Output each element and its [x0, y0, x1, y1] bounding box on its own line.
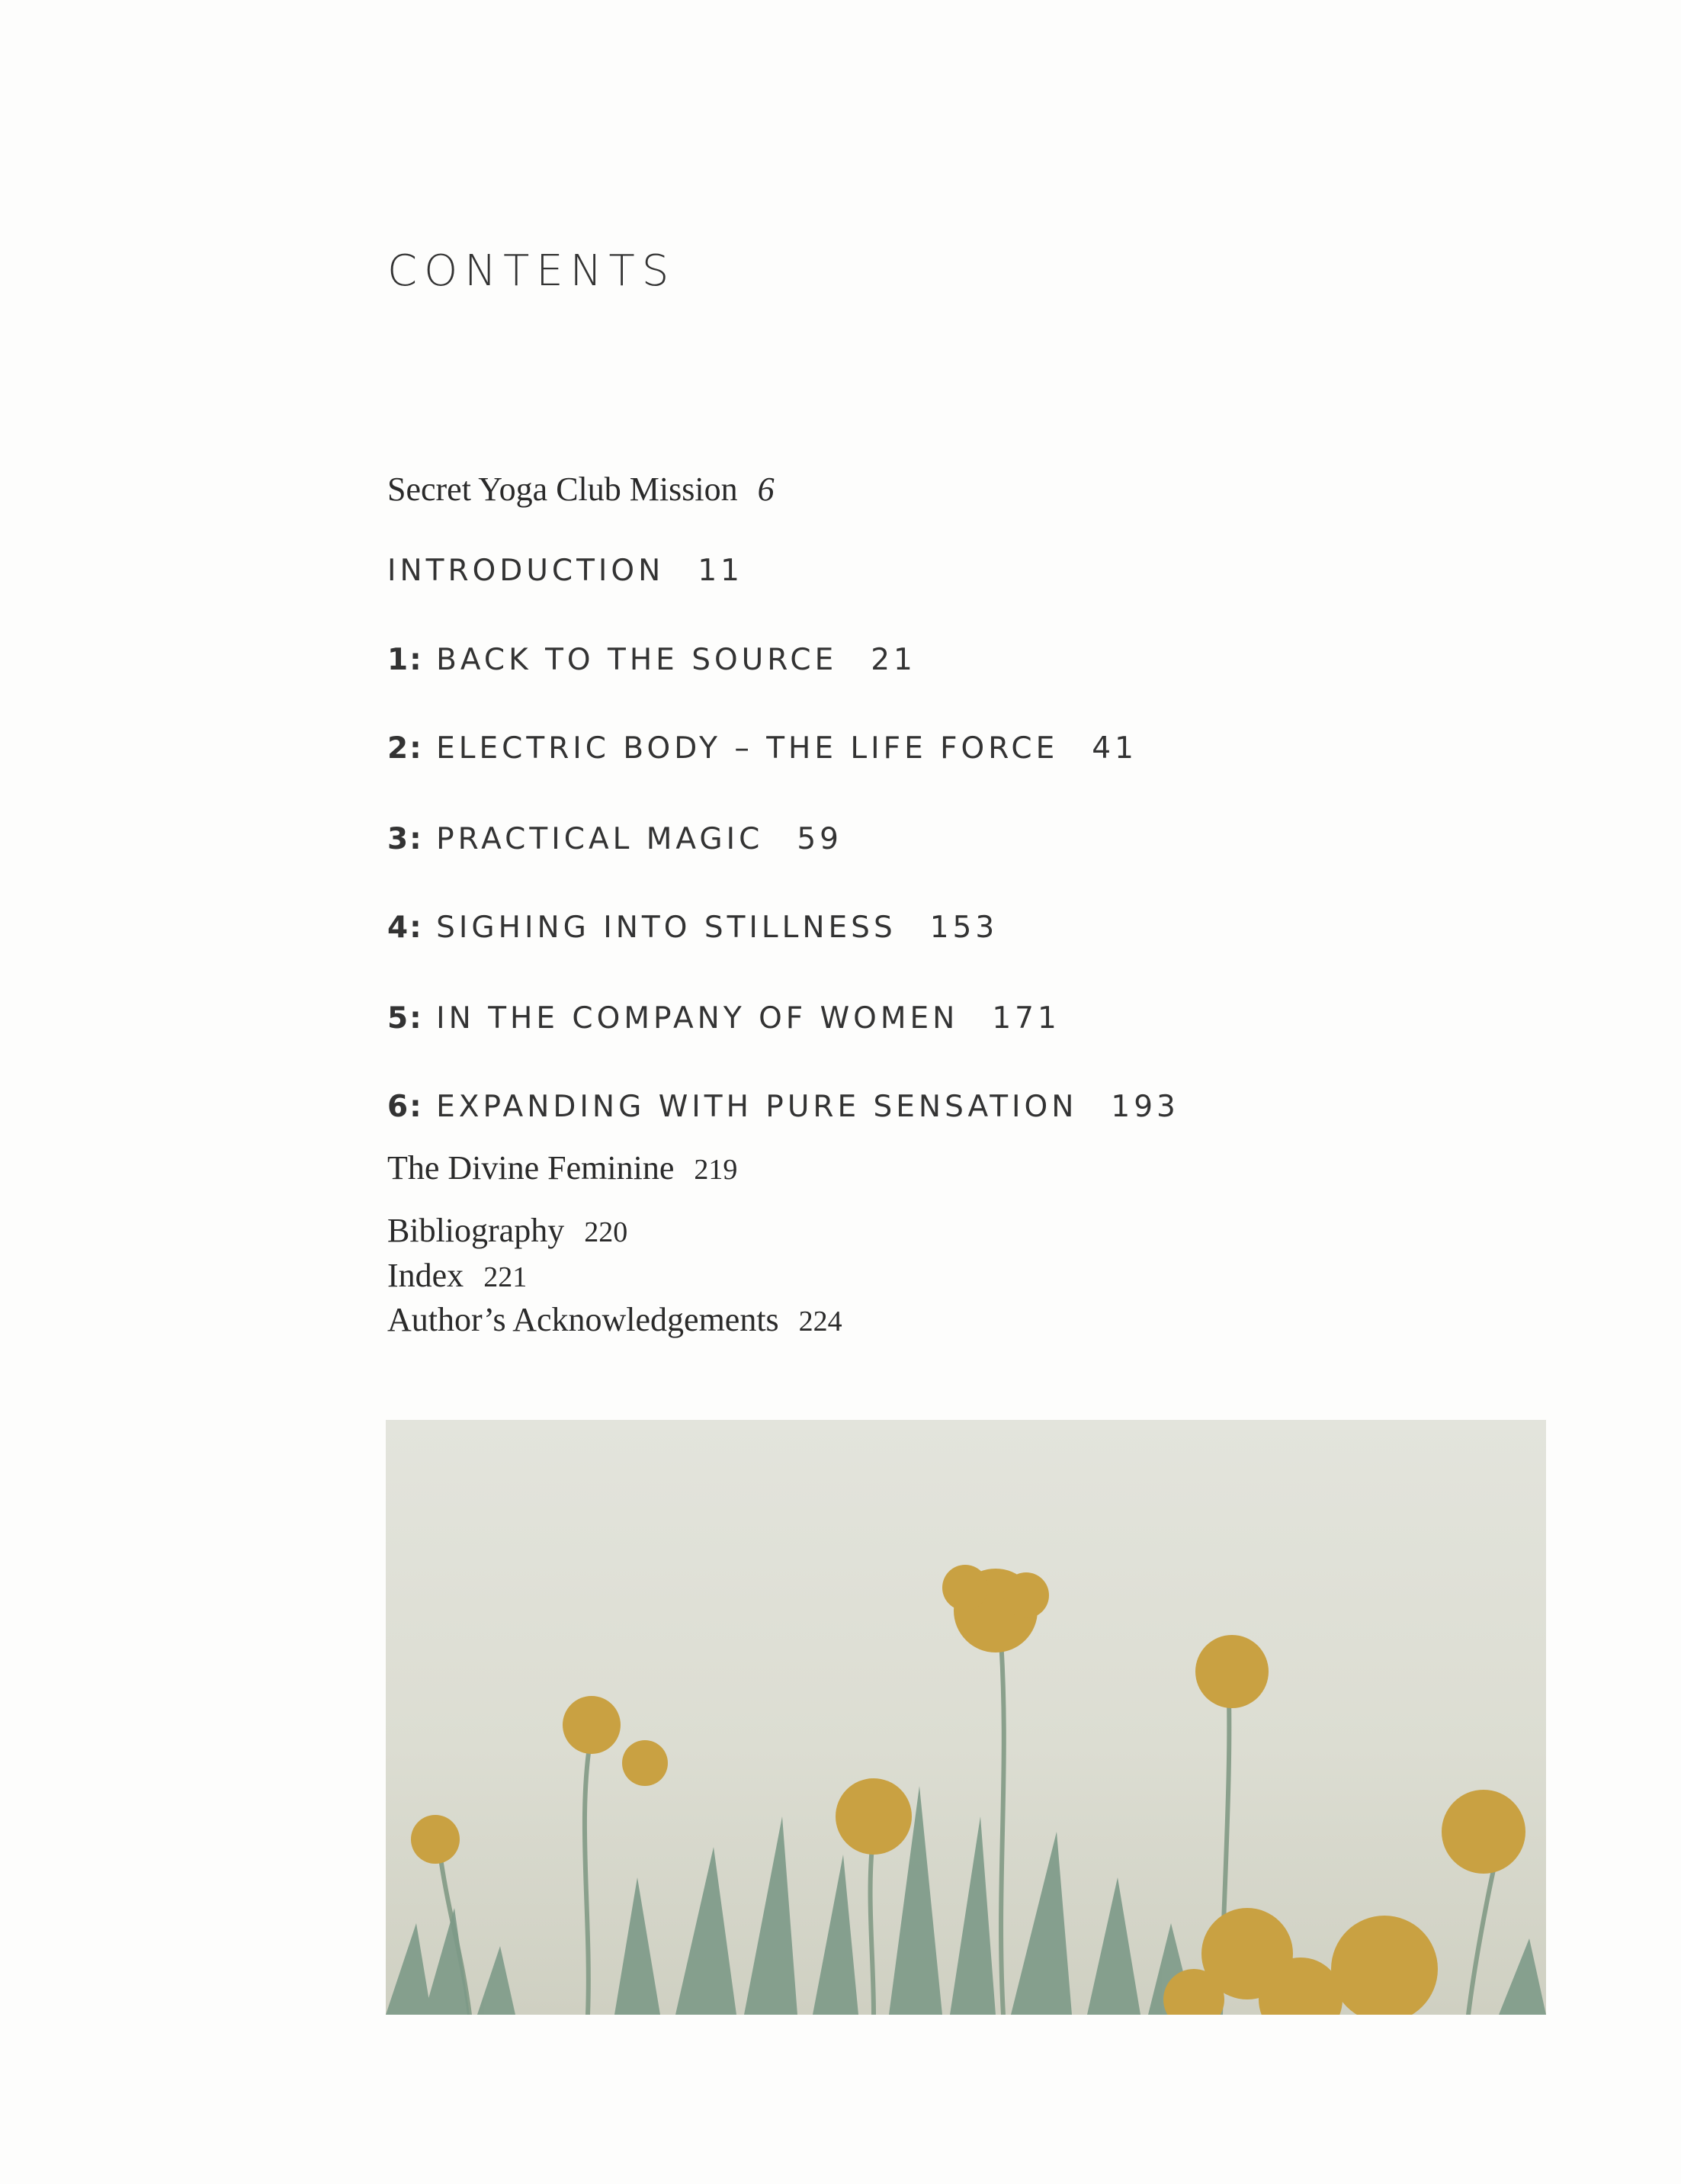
toc-page: 21 — [871, 643, 916, 677]
toc-entry — [387, 1259, 527, 1293]
toc-label: IN THE COMPANY OF WOMEN — [436, 1001, 959, 1036]
wildflowers-illustration — [386, 1420, 1546, 2015]
toc-page: 41 — [1092, 731, 1137, 766]
chapter-number: 4: — [387, 911, 423, 945]
toc-label: Secret Yoga Club Mission — [387, 471, 738, 508]
toc-chapter — [387, 824, 842, 854]
toc-label: EXPANDING WITH PURE SENSATION — [436, 1090, 1078, 1124]
toc-entry — [387, 1214, 627, 1248]
toc-page: 6 — [757, 471, 775, 508]
toc-chapter — [387, 1092, 1179, 1122]
toc-label: SIGHING INTO STILLNESS — [436, 911, 897, 945]
toc-page: 171 — [992, 1001, 1060, 1036]
toc-entry — [387, 1303, 842, 1337]
toc-page: 220 — [584, 1216, 628, 1248]
toc-page: 221 — [483, 1261, 528, 1293]
chapter-number: 5: — [387, 1001, 423, 1036]
toc-page: 153 — [929, 911, 999, 945]
toc-entry — [387, 1151, 737, 1185]
toc-label: ELECTRIC BODY – THE LIFE FORCE — [436, 731, 1059, 766]
toc-chapter — [387, 645, 916, 675]
toc-label: Bibliography — [387, 1212, 565, 1249]
chapter-number: 1: — [387, 643, 423, 677]
toc-label: Author’s Acknowledgements — [387, 1301, 779, 1338]
toc-page: 224 — [798, 1306, 842, 1338]
toc-label: The Divine Feminine — [387, 1149, 675, 1187]
chapter-number: 3: — [387, 822, 423, 856]
chapter-number: 6: — [387, 1090, 423, 1124]
toc-chapter — [387, 731, 1137, 766]
toc-entry — [387, 473, 775, 506]
toc-label: INTRODUCTION — [387, 554, 665, 588]
toc-label: PRACTICAL MAGIC — [436, 822, 764, 856]
toc-page: 219 — [694, 1154, 738, 1186]
toc-entry — [387, 556, 743, 586]
toc-page: 11 — [698, 554, 743, 588]
toc-page: 193 — [1111, 1090, 1179, 1124]
toc-chapter — [387, 913, 998, 943]
flower-photo — [386, 1420, 1546, 2015]
toc-chapter — [387, 1001, 1060, 1036]
page-title: CONTENTS — [387, 246, 676, 296]
toc-label: BACK TO THE SOURCE — [436, 643, 838, 677]
toc-label: Index — [387, 1257, 464, 1294]
chapter-number: 2: — [387, 731, 423, 766]
toc-page: 59 — [797, 822, 842, 856]
